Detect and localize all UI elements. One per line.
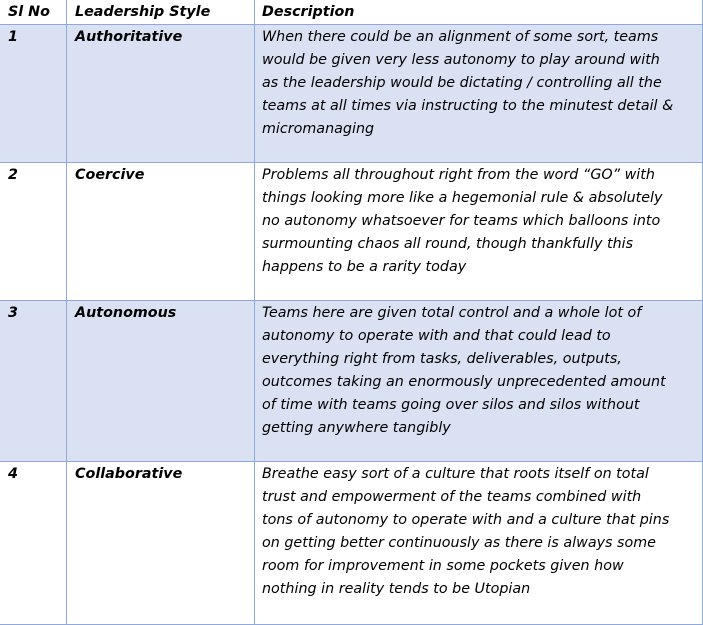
description-line: When there could be an alignment of some sort, teams (262, 29, 659, 45)
description-line: Problems all throughout right from the word “GO” with (262, 167, 655, 183)
column-divider (254, 0, 255, 625)
description-line: surmounting chaos all round, though thankfully this (262, 236, 634, 252)
row-description (262, 302, 702, 440)
description-line: tons of autonomy to operate with and a culture that pins (262, 512, 670, 528)
row-divider (0, 162, 703, 163)
description-line: things looking more like a hegemonial rule & absolutely (262, 190, 663, 206)
row-description (262, 164, 702, 279)
row-description (262, 463, 702, 601)
row-sl-no: 3 (8, 305, 18, 321)
description-line: micromanaging (262, 121, 375, 137)
row-divider (0, 300, 703, 301)
description-line: as the leadership would be dictating / controlling all the (262, 75, 662, 91)
description-line: everything right from tasks, deliverables, outputs, (262, 351, 622, 367)
row-divider (0, 24, 703, 25)
description-line: happens to be a rarity today (262, 259, 467, 275)
row-leadership-style: Collaborative (75, 466, 183, 482)
table-row (0, 301, 703, 461)
row-leadership-style: Authoritative (75, 29, 183, 45)
row-leadership-style: Coercive (75, 167, 145, 183)
description-line: getting anywhere tangibly (262, 420, 451, 436)
description-line: teams at all times via instructing to the minutest detail & (262, 98, 674, 114)
description-line: trust and empowerment of the teams combined with (262, 489, 642, 505)
row-divider (0, 461, 703, 462)
description-line: Teams here are given total control and a whole lot of (262, 305, 642, 321)
table-row (0, 163, 703, 300)
description-line: room for improvement in some pockets given how (262, 558, 624, 574)
description-line: on getting better continuously as there is always some (262, 535, 656, 551)
header-sl-no: Sl No (8, 4, 50, 20)
description-line: nothing in reality tends to be Utopian (262, 581, 531, 597)
table-row (0, 462, 703, 625)
row-sl-no: 4 (8, 466, 18, 482)
header-row (0, 0, 703, 24)
column-divider (66, 0, 67, 625)
table-row (0, 25, 703, 162)
description-line: autonomy to operate with and that could lead to (262, 328, 611, 344)
description-line: Breathe easy sort of a culture that roots itself on total (262, 466, 649, 482)
row-leadership-style: Autonomous (75, 305, 177, 321)
header-leadership-style: Leadership Style (75, 4, 211, 20)
header-description: Description (262, 4, 355, 20)
description-line: would be given very less autonomy to play around with (262, 52, 660, 68)
description-line: no autonomy whatsoever for teams which balloons into (262, 213, 661, 229)
description-line: outcomes taking an enormously unprecedented amount (262, 374, 666, 390)
description-line: of time with teams going over silos and silos without (262, 397, 640, 413)
row-sl-no: 2 (8, 167, 18, 183)
row-sl-no: 1 (8, 29, 18, 45)
row-description (262, 26, 702, 141)
